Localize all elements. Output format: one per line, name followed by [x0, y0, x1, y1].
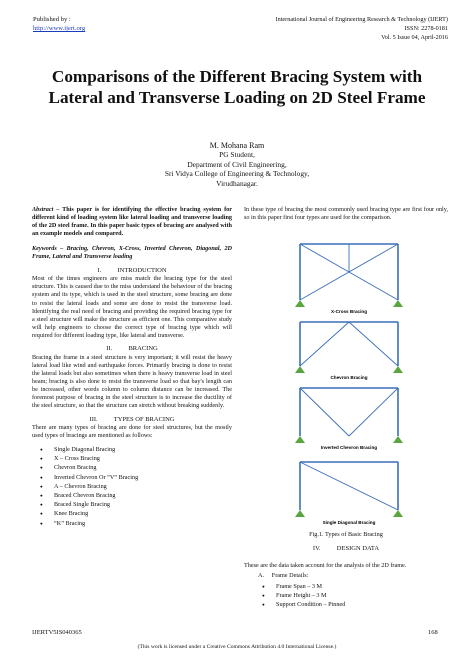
published-by-label: Published by : [33, 16, 71, 23]
list-item: ● X – Cross Bracing [54, 454, 232, 463]
list-item: ● Frame Height – 3 M [276, 591, 466, 600]
keywords-label: Keywords – [32, 244, 64, 252]
list-item: ● Braced Single Bracing [54, 500, 232, 509]
journal-info [248, 15, 448, 42]
paper-title: Comparisons of the Different Bracing System with Lateral and Transverse Loading on 2D Steel Frame [48, 67, 426, 107]
keywords-text: Bracing, Chevron, X-Cross, Inverted Chevron, Diagonal, 2D Frame, Lateral and Transverse loading [32, 244, 233, 260]
figure-label-x-cross: X-Cross Bracing [331, 309, 367, 314]
left-column [32, 206, 232, 528]
figure-caption: Fig.1. Types of Basic Bracing [309, 531, 383, 538]
intro-text: Most of the times engineers are miss match the bracing type for the steel structure. This is caused due to the miss understand the behaviour of the bracing system and its type, which is used in the steel structure, some bracing are done to resist the lateral loads and some are done to resist the transverse load. Identifying the real need of bracing and providing the required bracing type for a steel structure will make the structure as efficient one. This comparative study will help engineers to choose the correct type of bracing type which will required for different loading type, like lateral and transverse. [32, 275, 232, 340]
author-name: M. Mohana Ram [209, 141, 265, 150]
bracing-diagrams [284, 238, 414, 528]
types-heading: III. TYPES OF BRACING [89, 415, 175, 423]
publisher-block [33, 15, 85, 33]
frame-details-label: A. Frame Details: [258, 572, 309, 579]
author-college: Sri Vidya College of Engineering & Technology, [164, 169, 310, 179]
list-item: ● Single Diagonal Bracing [54, 445, 232, 454]
list-item: ● Chevron Bracing [54, 463, 232, 472]
author-city: Virudhanagar. [216, 178, 258, 188]
figure-label-single-diagonal: Single Diagonal Bracing [322, 520, 376, 525]
list-item: ● A – Chevron Bracing [54, 482, 232, 491]
author-block [0, 141, 474, 188]
types-text: There are many types of bracing are done for steel structures, but the mostly used types of bracings are mentioned as follows: [32, 423, 232, 439]
list-item: ● Knee Bracing [54, 509, 232, 518]
right-intro: In these type of bracing the most commonly used bracing type are first four only, so in this paper first four types are used for the comparison. [244, 206, 448, 222]
bracing-figure [284, 238, 414, 528]
volume-issue: Vol. 5 Issue 04, April-2016 [381, 34, 448, 41]
chevron-frame [295, 322, 403, 373]
list-item: ● “K” Bracing [54, 519, 232, 528]
author-role: PG Student, [219, 150, 255, 160]
paper-id: IJERTV5IS040365 [32, 629, 82, 636]
journal-name: International Journal of Engineering Research & Technology (IJERT) [275, 16, 448, 23]
inverted-chevron-frame [295, 388, 403, 443]
abstract [32, 206, 232, 239]
list-item: ● Support Condition – Pinned [276, 600, 466, 609]
license-note: (This work is licensed under a Creative Commons Attribution 4.0 International License.) [137, 644, 337, 650]
design-text: These are the data taken account for the analysis of the 2D frame. [244, 562, 407, 569]
list-item: ● Inverted Chevron Or “V” Bracing [54, 473, 232, 482]
figure-label-inverted-chevron: Inverted Chevron Bracing [320, 445, 378, 450]
frame-details-list [256, 582, 466, 610]
bracing-types-list [32, 445, 232, 528]
list-item: ● Frame Span – 3 M [276, 582, 466, 591]
author-dept: Department of Civil Engineering, [187, 159, 287, 169]
abstract-text: This paper is for identifying the effective bracing system for different kind of loading system like lateral loading and transverse loading of the 2D steel frame. In this paper basic types of bracing are analysed with an example models and compared. [32, 206, 232, 238]
journal-url-link[interactable]: http://www.ijert.org [33, 25, 86, 32]
list-item: ● Braced Chevron Bracing [54, 491, 232, 500]
keywords [32, 245, 232, 261]
design-heading: IV. DESIGN DATA [312, 545, 380, 552]
abstract-label: Abstract – [32, 206, 60, 213]
x-cross-frame [295, 244, 403, 307]
figure-label-chevron: Chevron Bracing [330, 375, 368, 380]
issn: ISSN: 2278-0181 [404, 25, 448, 32]
bracing-heading: II. BRACING [106, 345, 158, 353]
page-number: 168 [428, 629, 438, 636]
intro-heading: I. INTRODUCTION [97, 266, 167, 274]
bracing-text: Bracing the frame in a steel structure is very important; it will resist the heavy lateral load like wind and earthquake forces. Primarily bracing is done to resist the lateral loads but also sometimes when there is heavy transverse load in steel beam; bracing is also done to resist the transverse load so that bay's length can be increased, other words column to column distance can be increased. The foremost purpose of bracing in the steel structure is to increase the ductility of the steel structure, so that the structure can stretch without breaking suddenly. [32, 353, 232, 410]
single-diagonal-frame [295, 462, 403, 517]
